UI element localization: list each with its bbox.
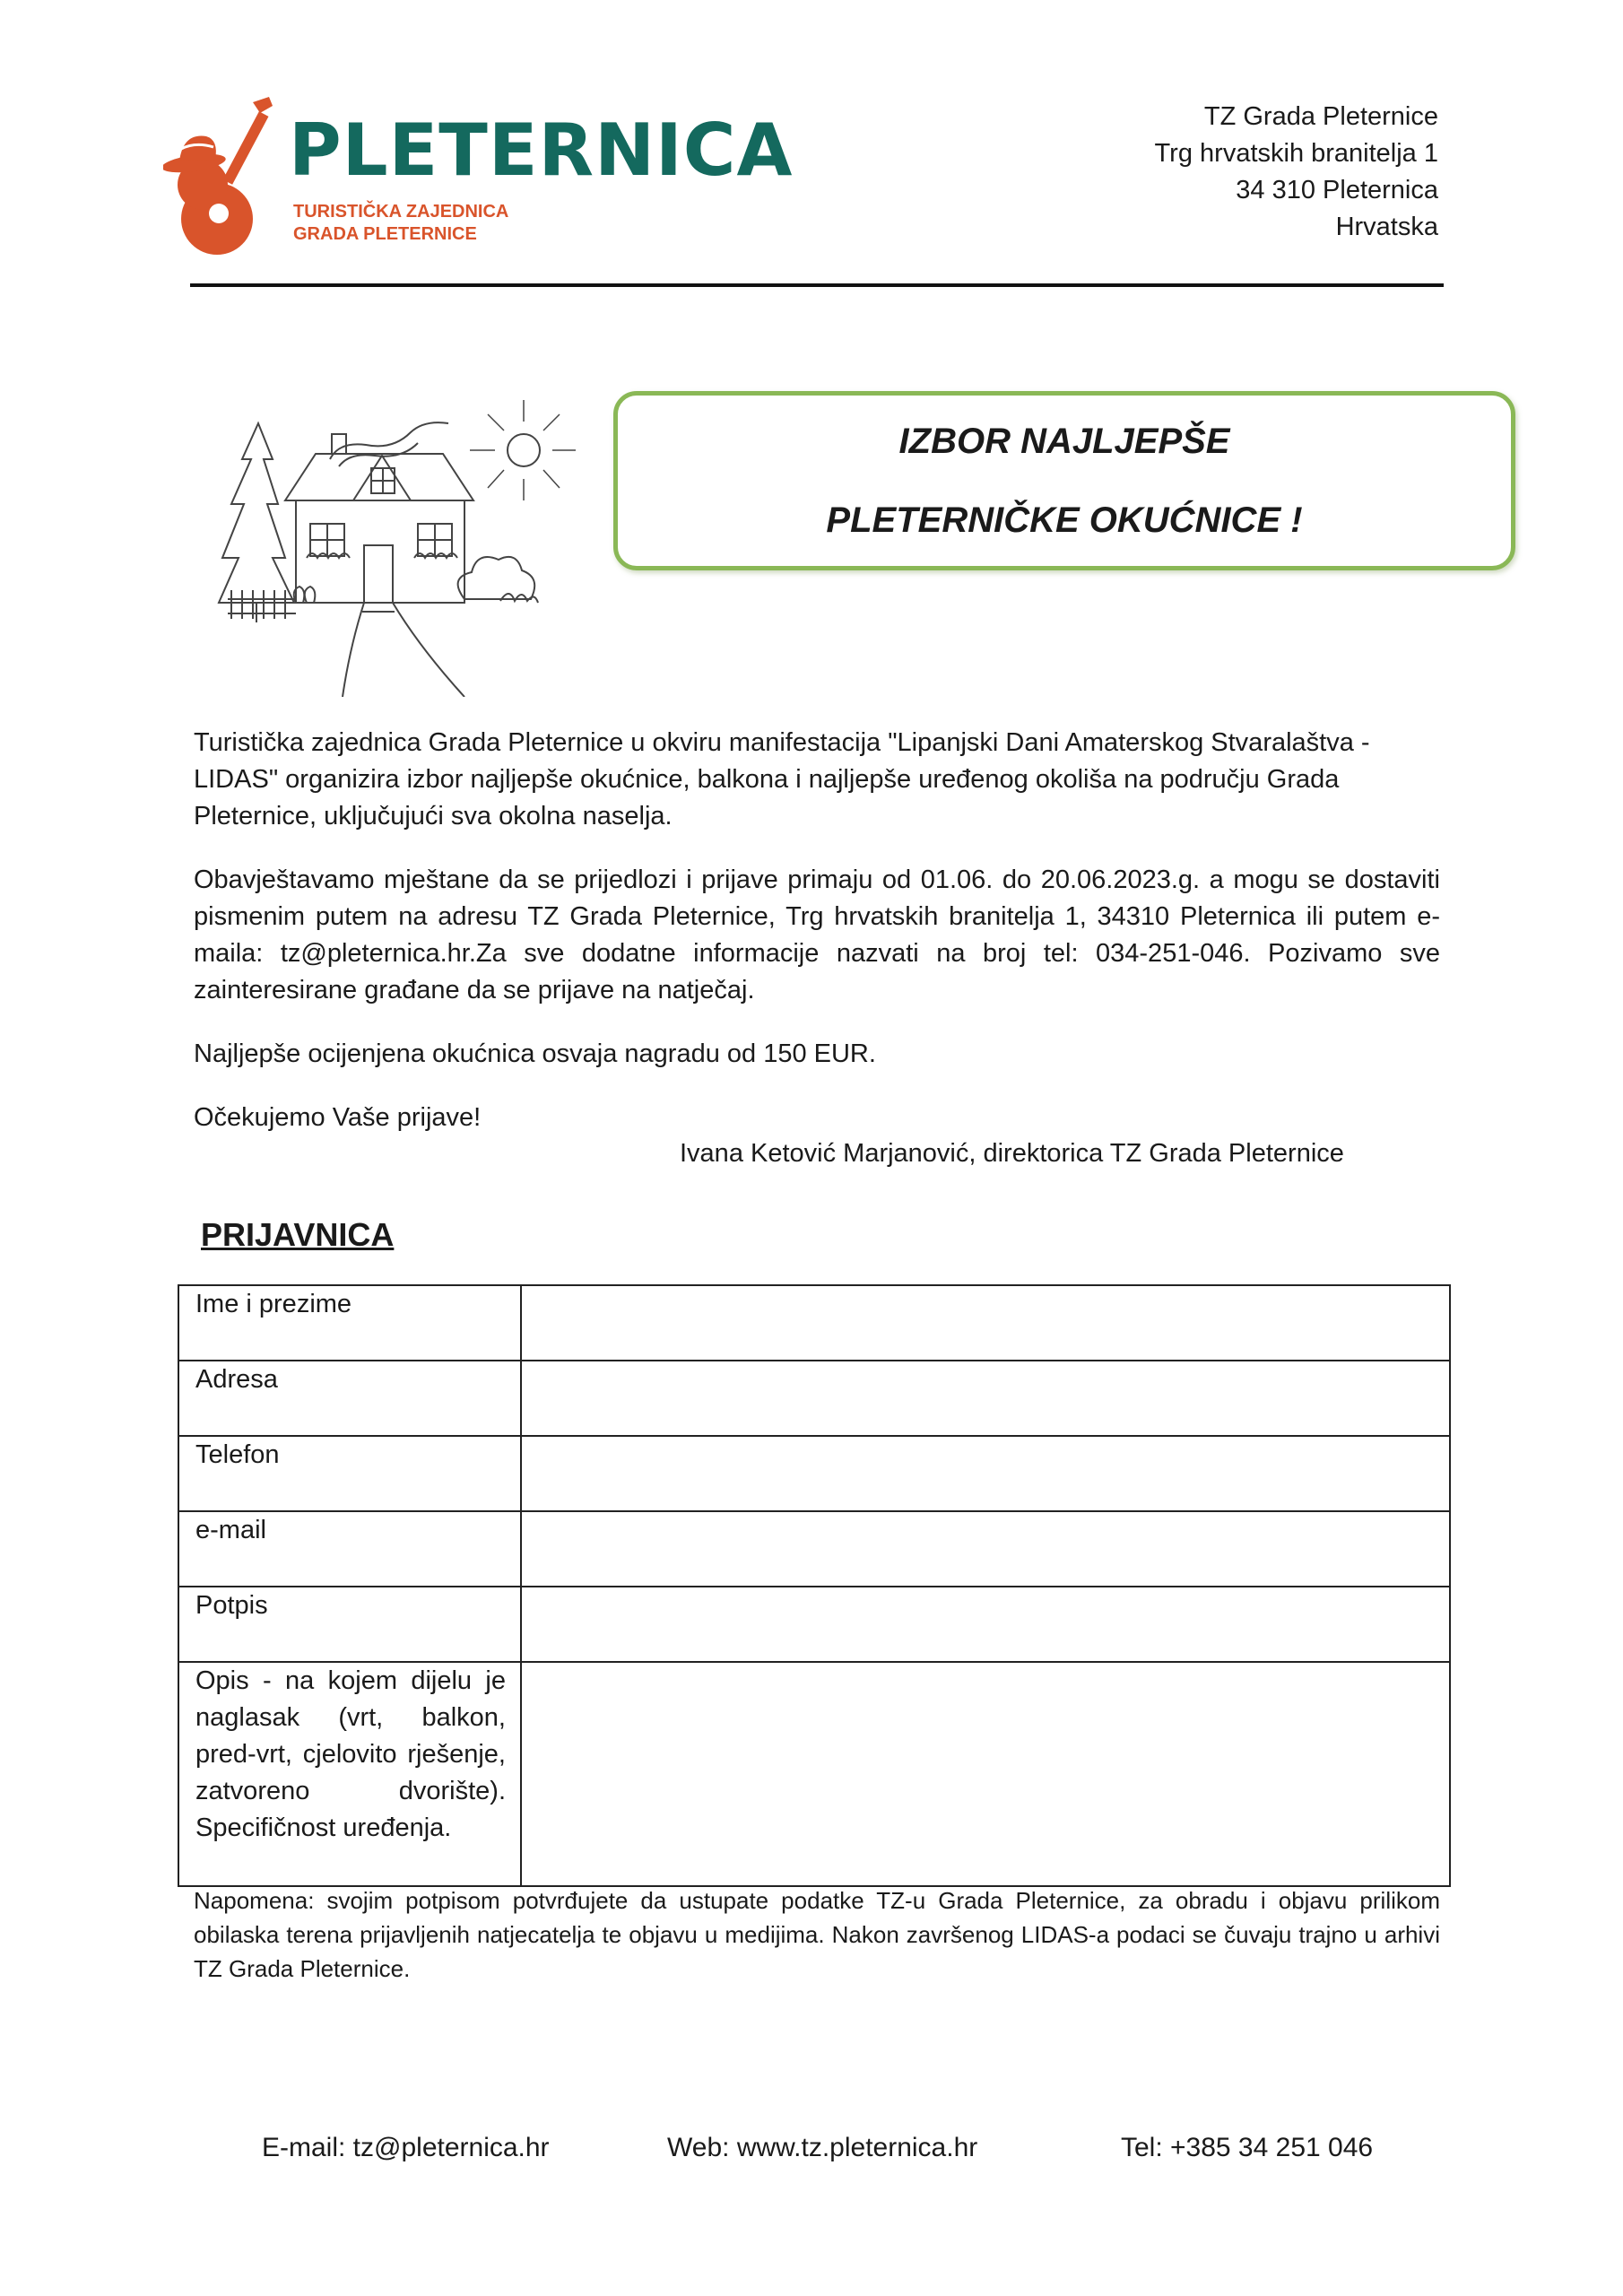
footer-web: Web: www.tz.pleternica.hr — [667, 2133, 978, 2162]
phone-field[interactable] — [521, 1436, 1450, 1511]
form-label: e-mail — [178, 1511, 521, 1587]
form-row-phone — [178, 1436, 1450, 1511]
signature-line: Ivana Ketović Marjanović, direktorica TZ Grada Pleternice — [680, 1139, 1344, 1168]
privacy-note: Napomena: svojim potpisom potvrđujete da ustupate podatke TZ-u Grada Pleternice, za obradu i objavu prilikom obilaska terena prijavljenih natjecatelja te objavu u medijima. Nakon završenog LIDAS-a podaci se čuvaju trajno u arhivi TZ Grada Pleternice. — [194, 1887, 1440, 1982]
title-line-1: IZBOR NAJLJEPŠE — [898, 422, 1230, 461]
title-box — [613, 391, 1515, 570]
email-field[interactable] — [521, 1511, 1450, 1587]
form-row-email — [178, 1511, 1450, 1587]
logo-wordmark: PLETERNICA — [289, 109, 794, 192]
header-divider — [190, 283, 1444, 287]
prize-paragraph: Najljepše ocijenjena okućnica osvaja nagradu od 150 EUR. — [194, 1039, 876, 1068]
sender-address — [1155, 99, 1438, 246]
intro-paragraph: Turistička zajednica Grada Pleternice u okviru manifestacija "Lipanjski Dani Amaterskog Stvaralaštva - LIDAS" organizira izbor najljepše okućnice, balkona i najljepše uređenog okoliša na području Grada Pleternice, uključujući sva okolna naselja. — [194, 728, 1370, 831]
logo-subtitle — [293, 201, 508, 246]
footer-email: E-mail: tz@pleternica.hr — [262, 2133, 550, 2162]
form-row-description — [178, 1662, 1450, 1886]
logo-subtitle-line-1: TURISTIČKA ZAJEDNICA — [293, 202, 509, 222]
form-label: Ime i prezime — [178, 1285, 521, 1361]
logo-guitar-icon — [163, 95, 298, 257]
form-row-signature — [178, 1587, 1450, 1662]
title-line-2: PLETERNIČKE OKUĆNICE ! — [826, 500, 1303, 540]
address-field[interactable] — [521, 1361, 1450, 1436]
form-label: Opis - na kojem dijelu je naglasak (vrt, balkon, pred-vrt, cjelovito rješenje, zatvoreno dvorište). Specifičnost uređenja. — [178, 1662, 521, 1886]
address-line: Trg hrvatskih branitelja 1 — [1154, 139, 1438, 168]
name-field[interactable] — [521, 1285, 1450, 1361]
form-row-name — [178, 1285, 1450, 1361]
form-label: Potpis — [178, 1587, 521, 1662]
form-row-address — [178, 1361, 1450, 1436]
signature-field[interactable] — [521, 1587, 1450, 1662]
logo-subtitle-line-2: GRADA PLETERNICE — [293, 224, 477, 244]
house-illustration — [195, 387, 599, 697]
form-label: Adresa — [178, 1361, 521, 1436]
application-form-table — [178, 1284, 1451, 1887]
address-line: Hrvatska — [1335, 213, 1438, 241]
description-field[interactable] — [521, 1662, 1450, 1886]
info-paragraph: Obavještavamo mještane da se prijedlozi i prijave primaju od 01.06. do 20.06.2023.g. a mogu se dostaviti pismenim putem na adresu TZ Grada Pleternice, Trg hrvatskih branitelja 1, 34310 Pleternica ili putem e-maila: tz@pleternica.hr.Za sve dodatne informacije nazvati na broj tel: 034-251-046. Pozivamo sve zainteresirane građane da se prijave na natječaj. — [194, 865, 1440, 1004]
address-line: 34 310 Pleternica — [1236, 176, 1438, 204]
footer-phone: Tel: +385 34 251 046 — [1121, 2133, 1374, 2162]
address-line: TZ Grada Pleternice — [1203, 102, 1438, 131]
closing-paragraph: Očekujemo Vaše prijave! — [194, 1103, 482, 1132]
form-heading: PRIJAVNICA — [201, 1216, 395, 1253]
form-label: Telefon — [178, 1436, 521, 1511]
body-text — [194, 725, 1440, 1136]
